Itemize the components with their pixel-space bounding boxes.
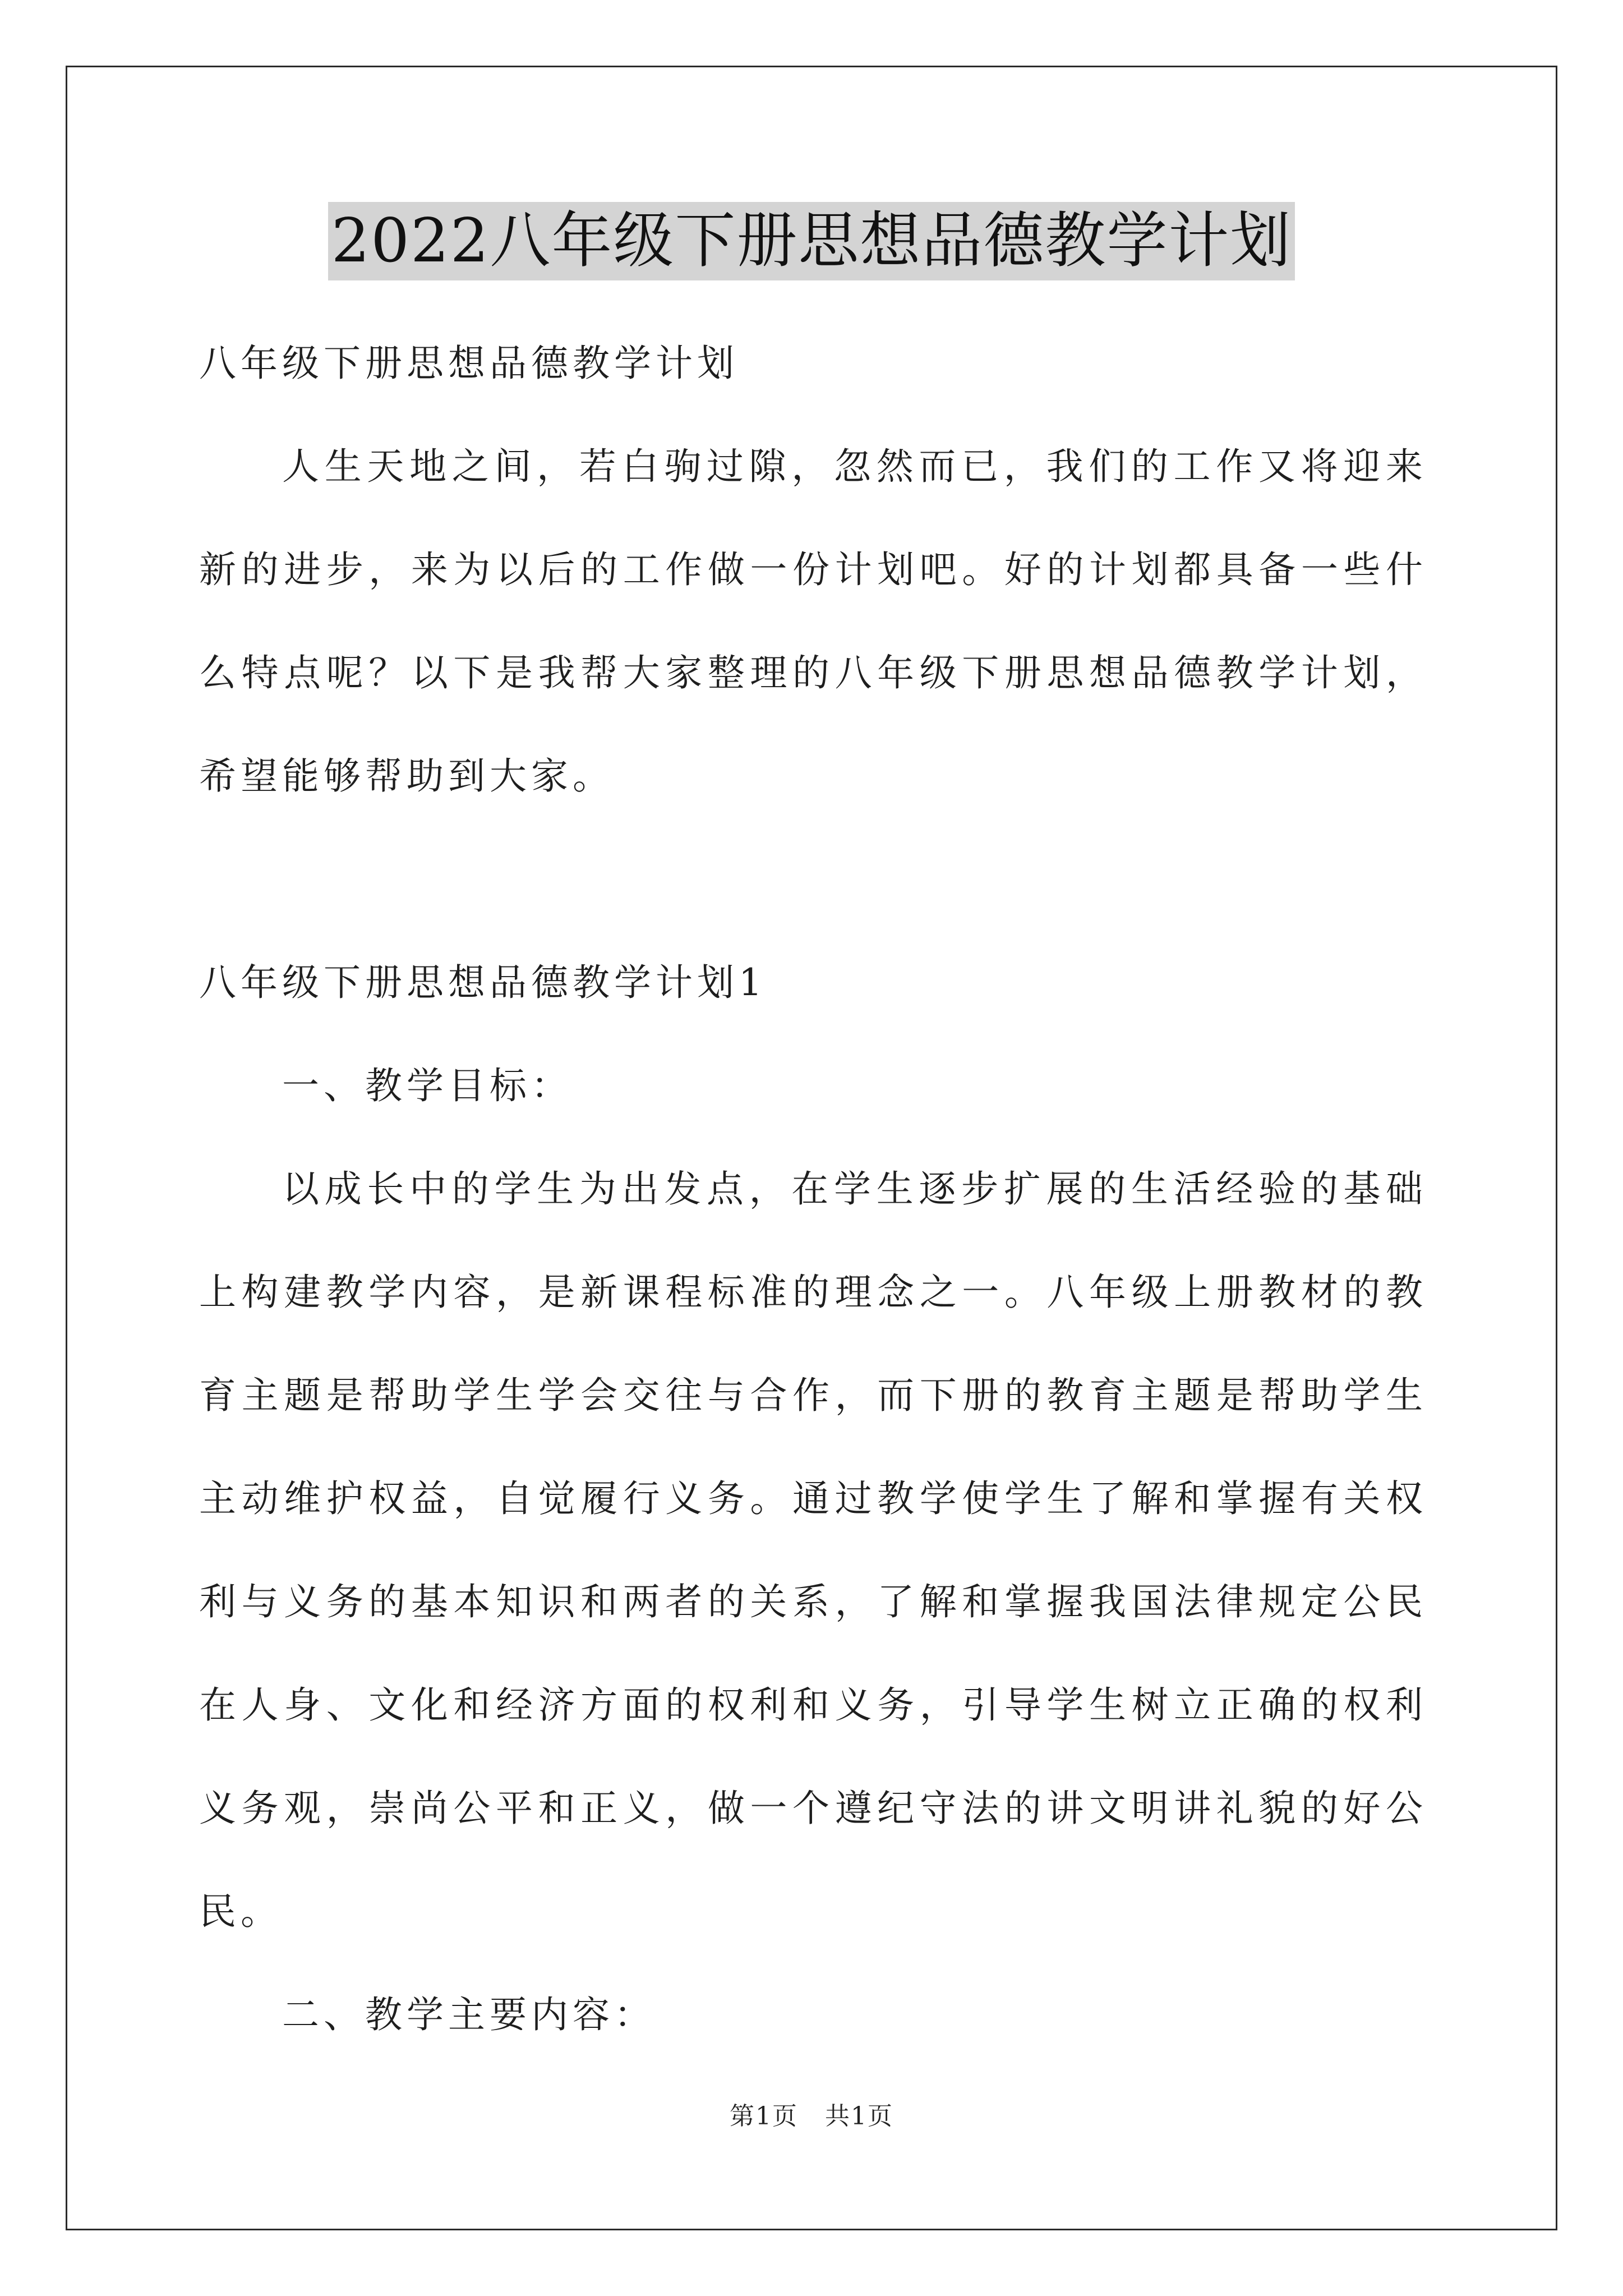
page-total: 共1页 <box>825 2102 893 2131</box>
intro-paragraph: 人生天地之间，若白驹过隙，忽然而已，我们的工作又将迎来新的进步，来为以后的工作做一份计划吧。好的计划都具备一些什么特点呢？以下是我帮大家整理的八年级下册思想品德教学计划，希望能够帮助到大家。 <box>199 445 1427 798</box>
subtitle-paragraph: 八年级下册思想品德教学计划 <box>199 342 739 385</box>
goals-paragraph: 以成长中的学生为出发点，在学生逐步扩展的生活经验的基础上构建教学内容，是新课程标准的理念之一。八年级上册教材的教育主题是帮助学生学会交往与合作，而下册的教育主题是帮助学生主动维护权益，自觉履行义务。通过教学使学生了解和掌握有关权利与义务的基本知识和两者的关系，了解和掌握我国法律规定公民在人身、文化和经济方面的权利和义务，引导学生树立正确的权利义务观，崇尚公平和正义，做一个遵纪守法的讲文明讲礼貌的好公民。 <box>199 1167 1427 1933</box>
document-body <box>199 312 1427 2067</box>
subheading-teaching-goals: 一、教学目标： <box>282 1064 573 1107</box>
subheading-main-content: 二、教学主要内容： <box>282 1993 656 2036</box>
title-container <box>0 202 1623 280</box>
page-number: 第1页 <box>730 2102 798 2131</box>
page-footer <box>0 2096 1623 2132</box>
section-heading: 八年级下册思想品德教学计划1 <box>199 961 767 1004</box>
document-title: 2022八年级下册思想品德教学计划 <box>328 202 1295 280</box>
